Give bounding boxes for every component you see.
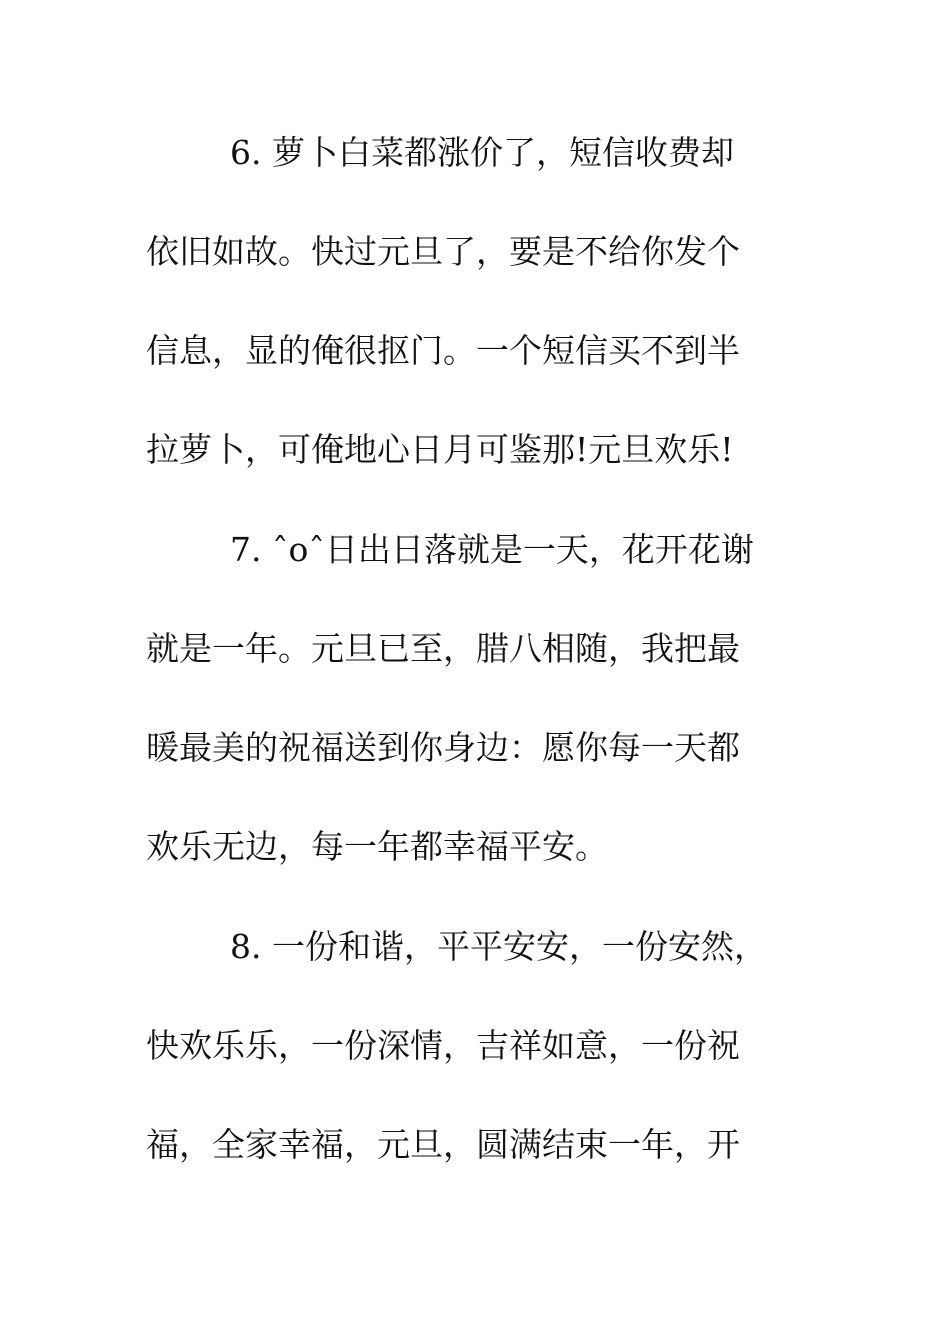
paragraph-7-line-2: 就是一年。元旦已至，腊八相随，我把最	[146, 629, 740, 668]
paragraph-7-line-4: 欢乐无边，每一年都幸福平安。	[146, 827, 608, 866]
paragraph-7-line-3: 暖最美的祝福送到你身边：愿你每一天都	[146, 728, 740, 767]
paragraph-8-line-3: 福，全家幸福，元旦，圆满结束一年，开	[146, 1125, 740, 1164]
paragraph-6-line-1: 6. 萝卜白菜都涨价了，短信收费却	[230, 133, 734, 172]
paragraph-6-line-2: 依旧如故。快过元旦了，要是不给你发个	[146, 232, 740, 271]
paragraph-8-line-2: 快欢乐乐，一份深情，吉祥如意，一份祝	[146, 1026, 740, 1065]
paragraph-8-line-1: 8. 一份和谐，平平安安，一份安然，	[230, 927, 767, 966]
paragraph-6-line-3: 信息，显的俺很抠门。一个短信买不到半	[146, 331, 740, 370]
paragraph-6-line-4: 拉萝卜，可俺地心日月可鉴那!元旦欢乐!	[146, 430, 734, 469]
paragraph-7-line-1: 7. ˆoˆ日出日落就是一天，花开花谢	[230, 530, 754, 569]
